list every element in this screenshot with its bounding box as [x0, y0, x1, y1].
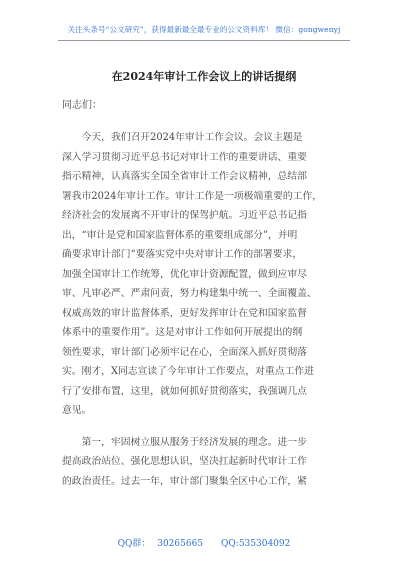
salutation: 同志们： — [62, 100, 102, 111]
paragraph-1 — [62, 128, 348, 421]
text-line: 提高政治站位、强化思想认识，坚决扛起新时代审计工作 — [62, 456, 307, 467]
text-line: 确要求审计部门“要落实党中央对审计工作的部署要求， — [62, 249, 303, 260]
header-divider — [58, 40, 350, 41]
text-line: 权威高效的审计监督体系，更好发挥审计在党和国家监督 — [62, 307, 307, 319]
paragraph-2 — [62, 433, 348, 492]
text-line: 行了安排布置，这里，就如何抓好贯彻落实，我强调几点 — [62, 385, 307, 397]
text-line: 领性要求，审计部门必须牢记在心，全面深入抓好贯彻落 — [62, 346, 307, 358]
text-line: 意见。 — [62, 405, 92, 416]
text-line: 加强全国审计工作统筹，优化审计资源配置，做到应审尽 — [62, 268, 307, 280]
document-body — [62, 128, 348, 491]
text-line: 经济社会的发展离不开审计的保驾护航。习近平总书记指 — [62, 210, 307, 221]
text-line: 第一，牢固树立服从服务于经济发展的理念。进一步 — [62, 436, 307, 448]
document-title: 在2024年审计工作会议上的讲话提纲 — [111, 70, 297, 83]
text-line: 深入学习贯彻习近平总书记对审计工作的重要讲话、重要 — [62, 151, 307, 163]
text-line: 审、凡审必严、严肃问责，努力构建集中统一、全面覆盖、 — [62, 288, 317, 299]
text-line: 的政治责任。过去一年，审计部门聚集全区中心工作，紧 — [62, 475, 307, 487]
footer-contact: QQ群： 30265665 QQ:535304092 — [117, 539, 291, 549]
text-line: 出，“审计是党和国家监督体系的重要组成部分”，并明 — [62, 229, 298, 241]
text-line: 署我市2024年审计工作。审计工作是一项极端重要的工作， — [62, 190, 323, 202]
text-line: 今天，我们召开2024年审计工作会议。会议主题是 — [62, 132, 303, 143]
text-line: 实。刚才，X同志宣读了今年审计工作要点，对重点工作进 — [62, 366, 314, 377]
text-line: 体系中的重要作用”。这是对审计工作如何开展提出的纲 — [62, 327, 303, 338]
text-line: 指示精神，认真落实全国全省审计工作会议精神，总结部 — [62, 171, 307, 182]
header-banner: 关注头条号“公文研究”，获得最新最全最专业的公文资料库！ 微信：gongwenyj — [67, 25, 341, 34]
